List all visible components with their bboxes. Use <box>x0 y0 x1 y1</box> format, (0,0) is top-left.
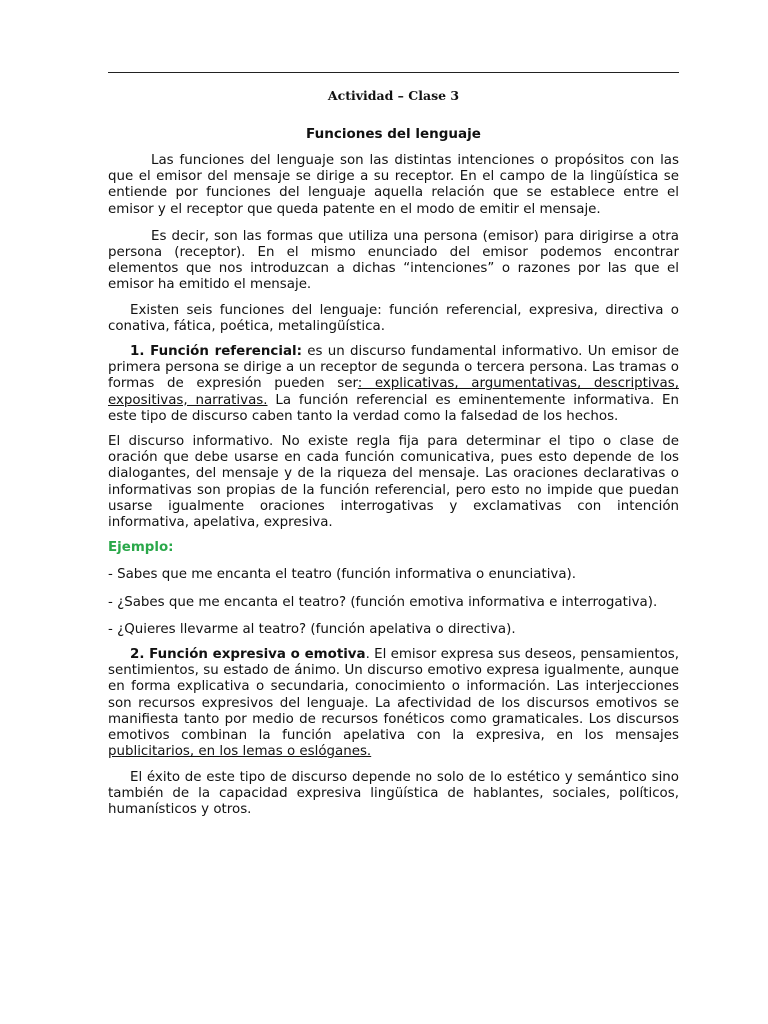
intro-paragraph-1: Las funciones del lenguaje son las distintas intenciones o propósitos con las que el emisor del mensaje se dirige a su receptor. En el campo de la lingüística se entiende por funciones del lenguaje aquella relación que se establece entre el emisor y el receptor que queda patente en el modo de emitir el mensaje. <box>108 153 679 217</box>
function-referential-text-a: es un discurso fundamental informativo. Un emisor de primera persona se dirige a un receptor de segunda o tercera persona. Las tramas o formas de expresión pueden ser <box>108 344 679 392</box>
intro-paragraph-2: Es decir, son las formas que utiliza una persona (emisor) para dirigirse a otra persona (receptor). En el mismo enunciado del emisor podemos encontrar elementos que nos introduzcan a dichas “intenciones” o razones por las que el emisor ha emitido el mensaje. <box>108 228 679 293</box>
example-item: - ¿Sabes que me encanta el teatro? (función emotiva informativa e interrogativa). <box>108 594 658 610</box>
informative-discourse-paragraph: El discurso informativo. No existe regla fija para determinar el tipo o clase de oración que debe usarse en cada función comunicativa, pues esto depende de los dialogantes, del mensaje y de la riqueza del mensaje. Las oraciones declarativas o informativas son propias de la función referencial, pero esto no impide que puedan usarse igualmente oraciones interrogativas y exclamativas con intención informativa, apelativa, expresiva. <box>108 434 679 531</box>
function-expressive-underlined: publicitarios, en los lemas o eslóganes. <box>108 744 372 760</box>
function-referential-text-b: La función referencial es eminentemente informativa. En este tipo de discurso caben tanto la verdad como la falsedad de los hechos. <box>108 392 680 424</box>
example-heading: Ejemplo: <box>108 540 174 556</box>
document-title: Funciones del lenguaje <box>306 126 481 142</box>
function-referential-heading: 1. Función referencial: <box>130 344 302 360</box>
function-expressive-paragraph <box>108 647 679 760</box>
function-expressive-heading: 2. Función expresiva o emotiva <box>130 647 366 663</box>
function-referential-paragraph <box>108 344 679 425</box>
function-expressive-text-a: . El emisor expresa sus deseos, pensamientos, sentimientos, su estado de ánimo. Un discurso emotivo expresa igualmente, aunque en forma explicativa o secundaria, conocimiento o información. Las interjecciones son recursos expresivos del lenguaje. La afectividad de los discursos emotivos se manifiesta tanto por medio de recursos fonéticos como gramaticales. Los discursos emotivos combinan la función apelativa con la expresiva, en los mensajes <box>108 647 679 744</box>
header-rule <box>108 72 679 73</box>
intro-paragraph-3: Existen seis funciones del lenguaje: función referencial, expresiva, directiva o conativa, fática, poética, metalingüística. <box>108 302 679 334</box>
function-referential-underlined: : explicativas, argumentativas, descriptivas, expositivas, narrativas. <box>108 376 679 408</box>
example-item: - Sabes que me encanta el teatro (función informativa o enunciativa). <box>108 567 577 583</box>
activity-header: Actividad – Clase 3 <box>327 88 460 103</box>
document-body <box>108 153 679 818</box>
example-item: - ¿Quieres llevarme al teatro? (función apelativa o directiva). <box>108 621 516 637</box>
closing-paragraph: El éxito de este tipo de discurso depende no solo de lo estético y semántico sino también de la capacidad expresiva lingüística de hablantes, sociales, políticos, humanísticos y otros. <box>108 769 679 817</box>
